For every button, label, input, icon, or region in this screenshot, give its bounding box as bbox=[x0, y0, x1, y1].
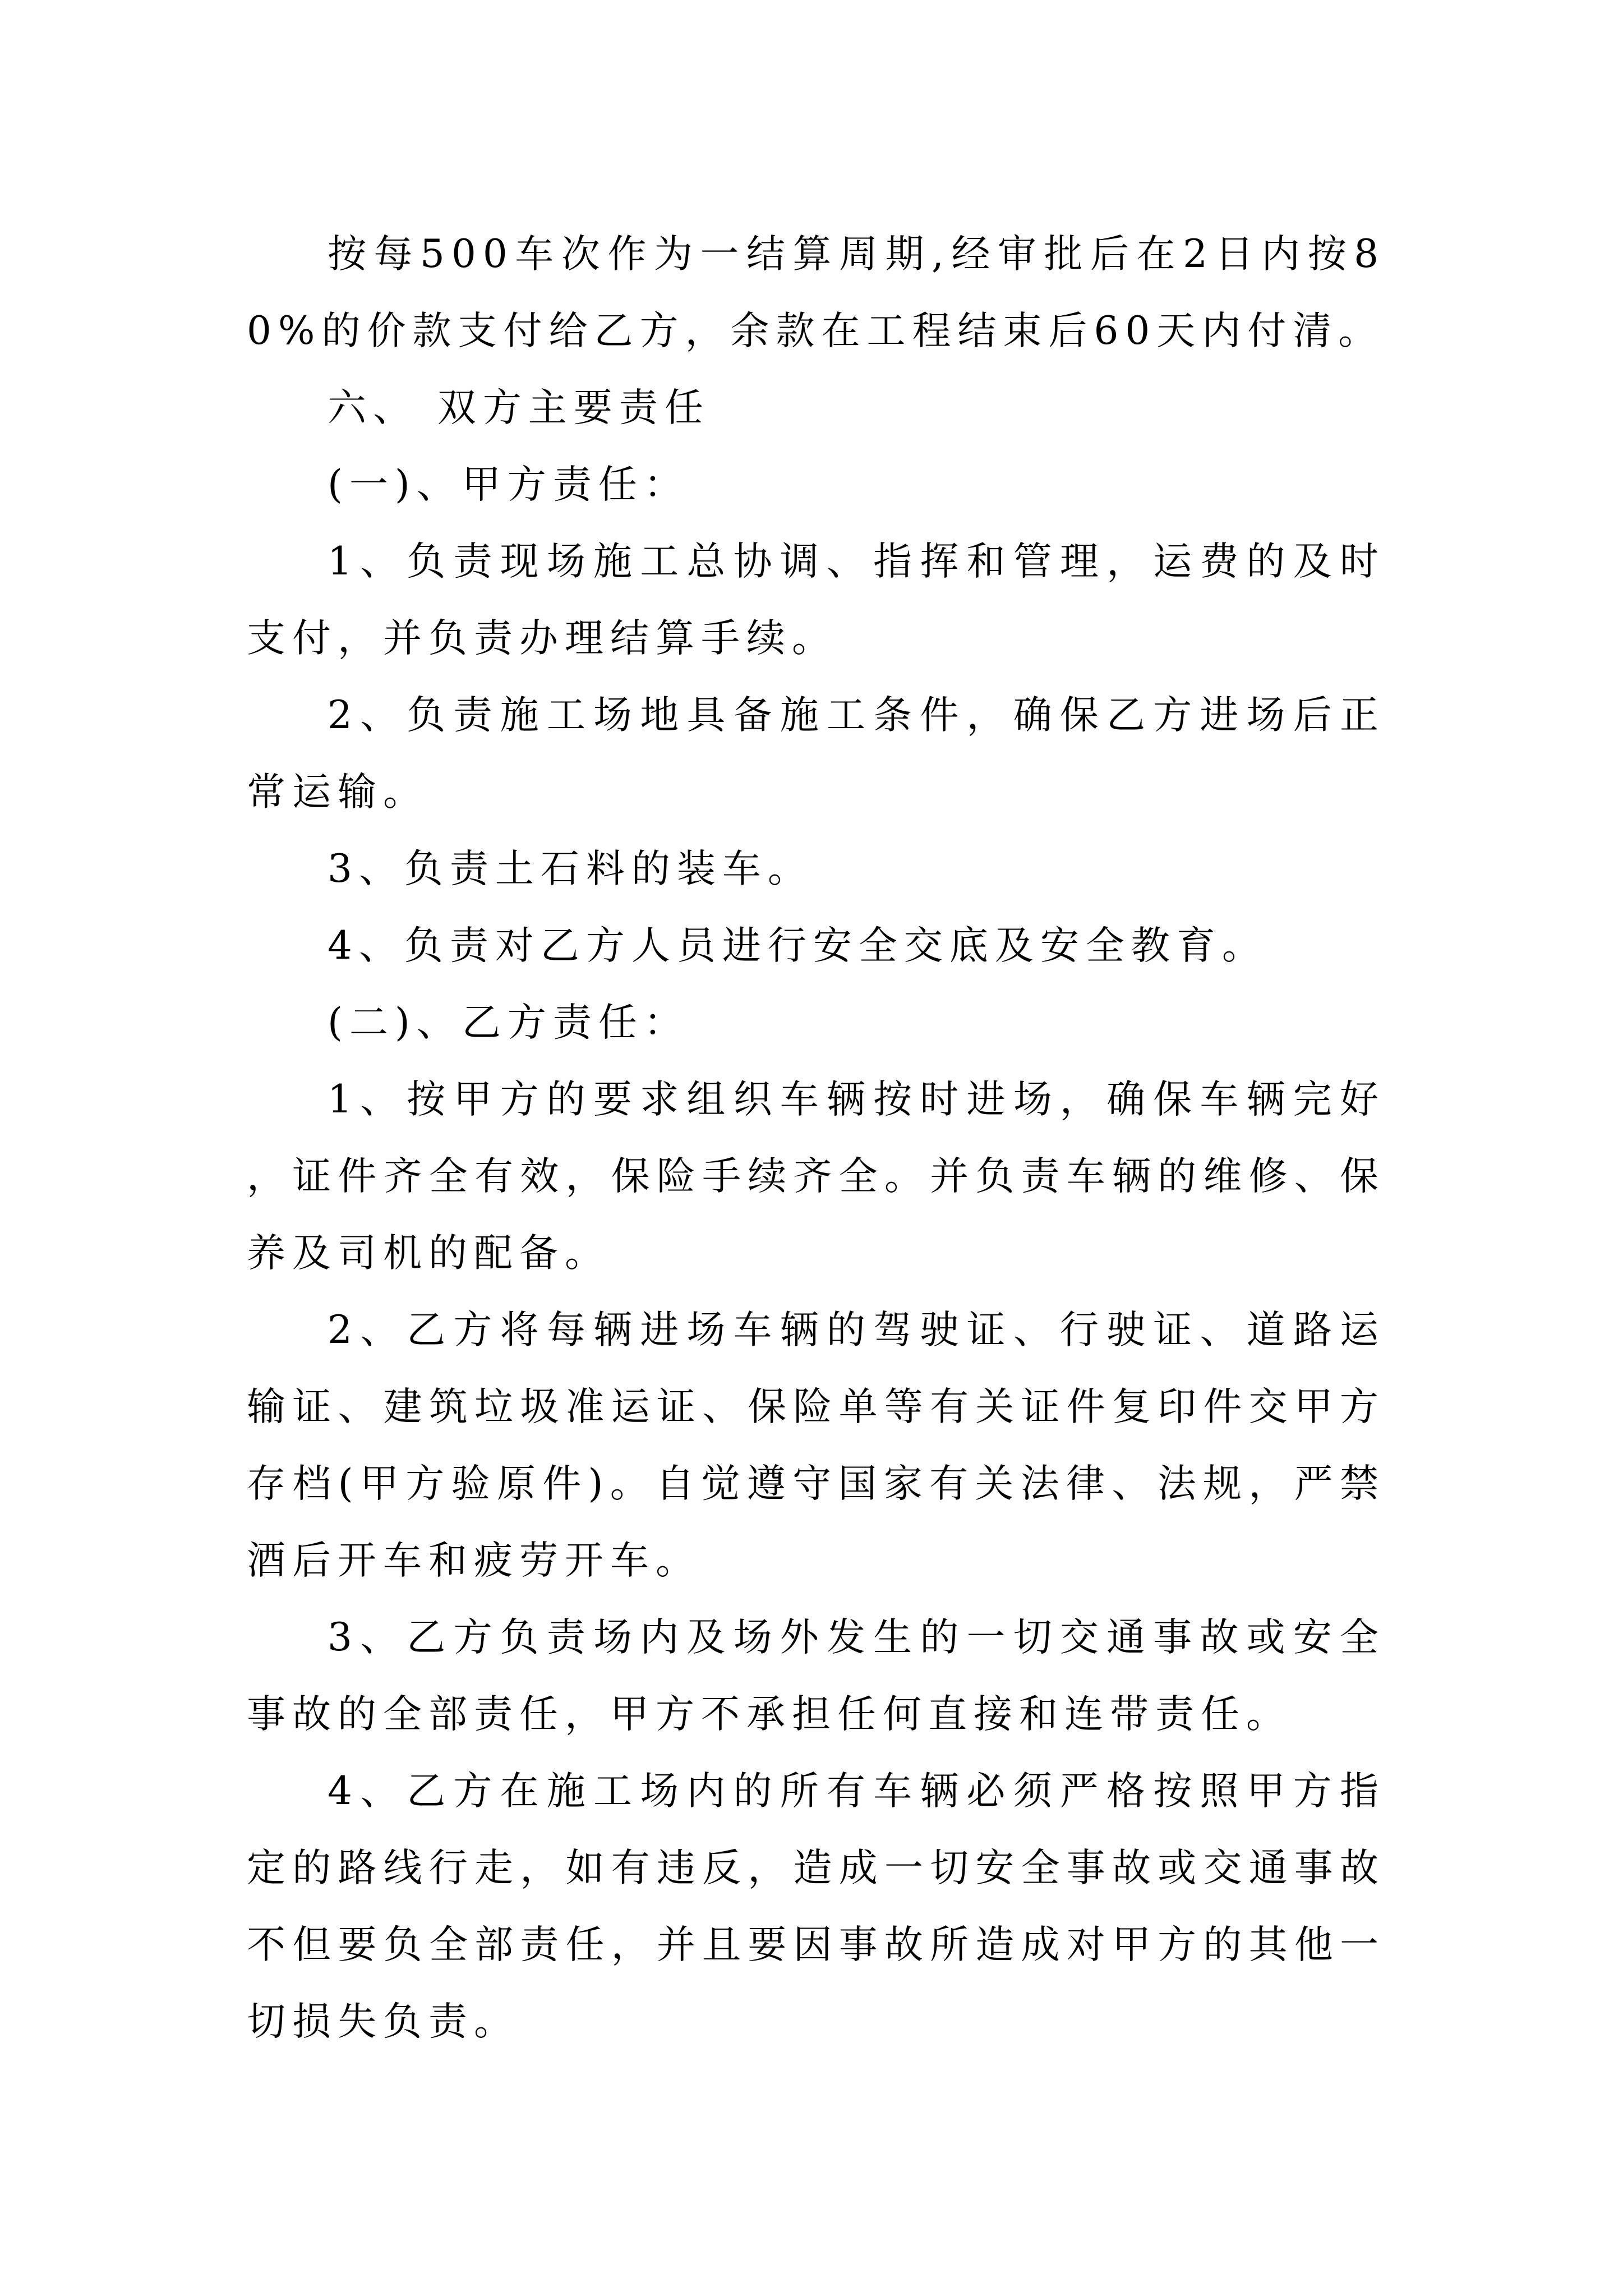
party-a-item-3: 3、负责土石料的装车。 bbox=[328, 846, 813, 891]
heading-party-b-responsibilities: (二)、乙方责任： bbox=[328, 1000, 689, 1045]
party-a-item-1: 1、负责现场施工总协调、指挥和管理，运费的及时支付，并负责办理结算手续。 bbox=[247, 539, 1385, 661]
heading-main-responsibilities: 六、 双方主要责任 bbox=[328, 385, 710, 430]
party-b-item-1: 1、按甲方的要求组织车辆按时进场，确保车辆完好，证件齐全有效，保险手续齐全。并负责车辆的维修、保养及司机的配备。 bbox=[247, 1077, 1385, 1276]
document-body bbox=[247, 216, 1385, 2060]
party-b-item-4: 4、乙方在施工场内的所有车辆必须严格按照甲方指定的路线行走，如有违反，造成一切安全事故或交通事故不但要负全部责任，并且要因事故所造成对甲方的其他一切损失负责。 bbox=[247, 1769, 1385, 2044]
party-a-item-2: 2、负责施工场地具备施工条件，确保乙方进场后正常运输。 bbox=[247, 693, 1385, 815]
party-b-item-3: 3、乙方负责场内及场外发生的一切交通事故或安全事故的全部责任，甲方不承担任何直接和连带责任。 bbox=[247, 1615, 1385, 1737]
party-a-item-4: 4、负责对乙方人员进行安全交底及安全教育。 bbox=[328, 923, 1267, 968]
party-b-item-2: 2、乙方将每辆进场车辆的驾驶证、行驶证、道路运输证、建筑垃圾准运证、保险单等有关证件复印件交甲方存档(甲方验原件)。自觉遵守国家有关法律、法规，严禁酒后开车和疲劳开车。 bbox=[247, 1308, 1385, 1583]
heading-party-a-responsibilities: (一)、甲方责任： bbox=[328, 462, 689, 507]
paragraph-settlement: 按每500车次作为一结算周期,经审批后在2日内按80%的价款支付给乙方，余款在工程结束后60天内付清。 bbox=[247, 232, 1385, 353]
